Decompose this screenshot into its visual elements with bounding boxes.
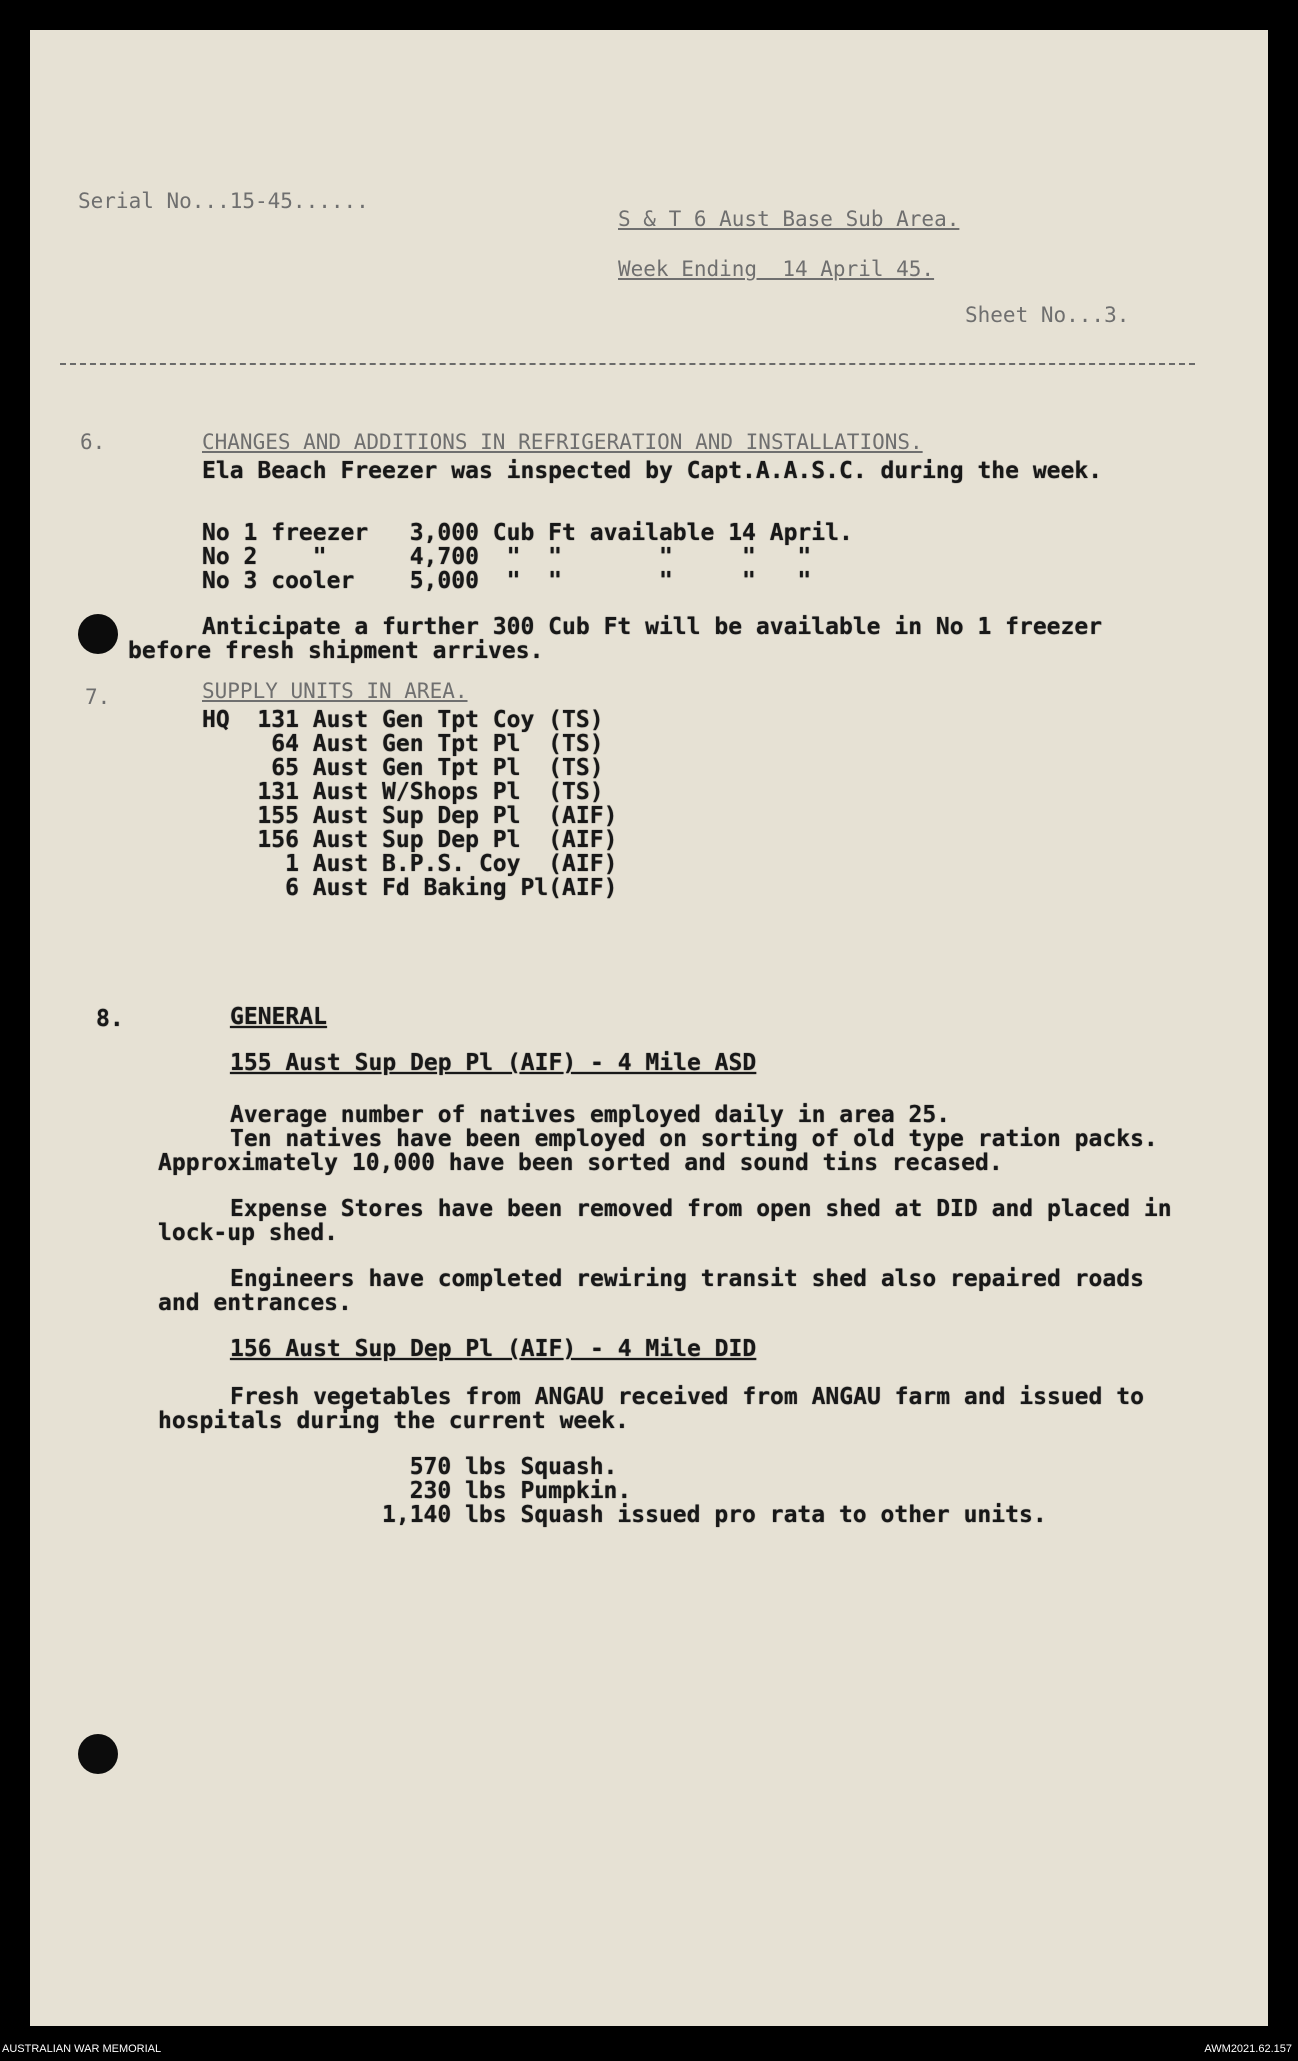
paragraph-vegetables-1: Fresh vegetables from ANGAU received from ANGAU farm and issued to: [230, 1384, 1144, 1410]
produce-line: 1,140 lbs Squash issued pro rata to other units.: [382, 1502, 1047, 1528]
freezer-line-3: No 3 cooler 5,000 " " " " ": [202, 568, 812, 594]
archive-credit: AUSTRALIAN WAR MEMORIAL: [2, 2043, 162, 2055]
anticipate-line-2: before fresh shipment arrives.: [128, 638, 544, 664]
paragraph-natives-3: Approximately 10,000 have been sorted and sound tins recased.: [158, 1150, 1003, 1176]
supply-unit: 64 Aust Gen Tpt Pl (TS): [202, 731, 604, 757]
supply-unit: 155 Aust Sup Dep Pl (AIF): [202, 803, 618, 829]
section-7-number: 7.: [85, 685, 111, 709]
sheet-number: Sheet No...3.: [965, 303, 1130, 327]
paragraph-stores-1: Expense Stores have been removed from open shed at DID and placed in: [230, 1196, 1172, 1222]
serial-number: Serial No...15-45......: [78, 189, 369, 213]
produce-line: 230 lbs Pumpkin.: [382, 1478, 632, 1504]
anticipate-line-1: Anticipate a further 300 Cub Ft will be available in No 1 freezer: [202, 614, 1103, 640]
freezer-line-1: No 1 freezer 3,000 Cub Ft available 14 April.: [202, 520, 853, 546]
header-divider: [60, 363, 1195, 365]
punch-hole-bottom: [78, 1734, 118, 1774]
week-ending: Week Ending 14 April 45.: [618, 257, 935, 281]
inspection-note: Ela Beach Freezer was inspected by Capt.A.A.S.C. during the week.: [202, 458, 1103, 484]
supply-unit: 156 Aust Sup Dep Pl (AIF): [202, 827, 618, 853]
section-6-number: 6.: [80, 430, 106, 454]
freezer-line-2: No 2 " 4,700 " " " " ": [202, 544, 812, 570]
paragraph-natives-1: Average number of natives employed daily in area 25.: [230, 1102, 951, 1128]
supply-unit: 6 Aust Fd Baking Pl(AIF): [202, 875, 618, 901]
unit-name: S & T 6 Aust Base Sub Area.: [618, 207, 960, 231]
document-page: [30, 30, 1268, 2026]
supply-unit: 1 Aust B.P.S. Coy (AIF): [202, 851, 618, 877]
paragraph-natives-2: Ten natives have been employed on sorting of old type ration packs.: [230, 1126, 1158, 1152]
supply-unit: 131 Aust W/Shops Pl (TS): [202, 779, 604, 805]
supply-unit: HQ 131 Aust Gen Tpt Coy (TS): [202, 707, 604, 733]
paragraph-engineers-2: and entrances.: [158, 1290, 352, 1316]
subheading-156: 156 Aust Sup Dep Pl (AIF) - 4 Mile DID: [230, 1336, 757, 1362]
archive-reference: AWM2021.62.157: [1204, 2043, 1292, 2055]
punch-hole-top: [78, 614, 118, 654]
subheading-155: 155 Aust Sup Dep Pl (AIF) - 4 Mile ASD: [230, 1050, 757, 1076]
section-7-title: SUPPLY UNITS IN AREA.: [202, 679, 468, 703]
section-6-title: CHANGES AND ADDITIONS IN REFRIGERATION AND INSTALLATIONS.: [202, 430, 923, 454]
section-8-number: 8.: [96, 1006, 124, 1032]
produce-line: 570 lbs Squash.: [382, 1454, 618, 1480]
paragraph-vegetables-2: hospitals during the current week.: [158, 1408, 629, 1434]
supply-unit: 65 Aust Gen Tpt Pl (TS): [202, 755, 604, 781]
section-8-title: GENERAL: [230, 1004, 327, 1030]
paragraph-stores-2: lock-up shed.: [158, 1220, 339, 1246]
paragraph-engineers-1: Engineers have completed rewiring transit shed also repaired roads: [230, 1266, 1144, 1292]
